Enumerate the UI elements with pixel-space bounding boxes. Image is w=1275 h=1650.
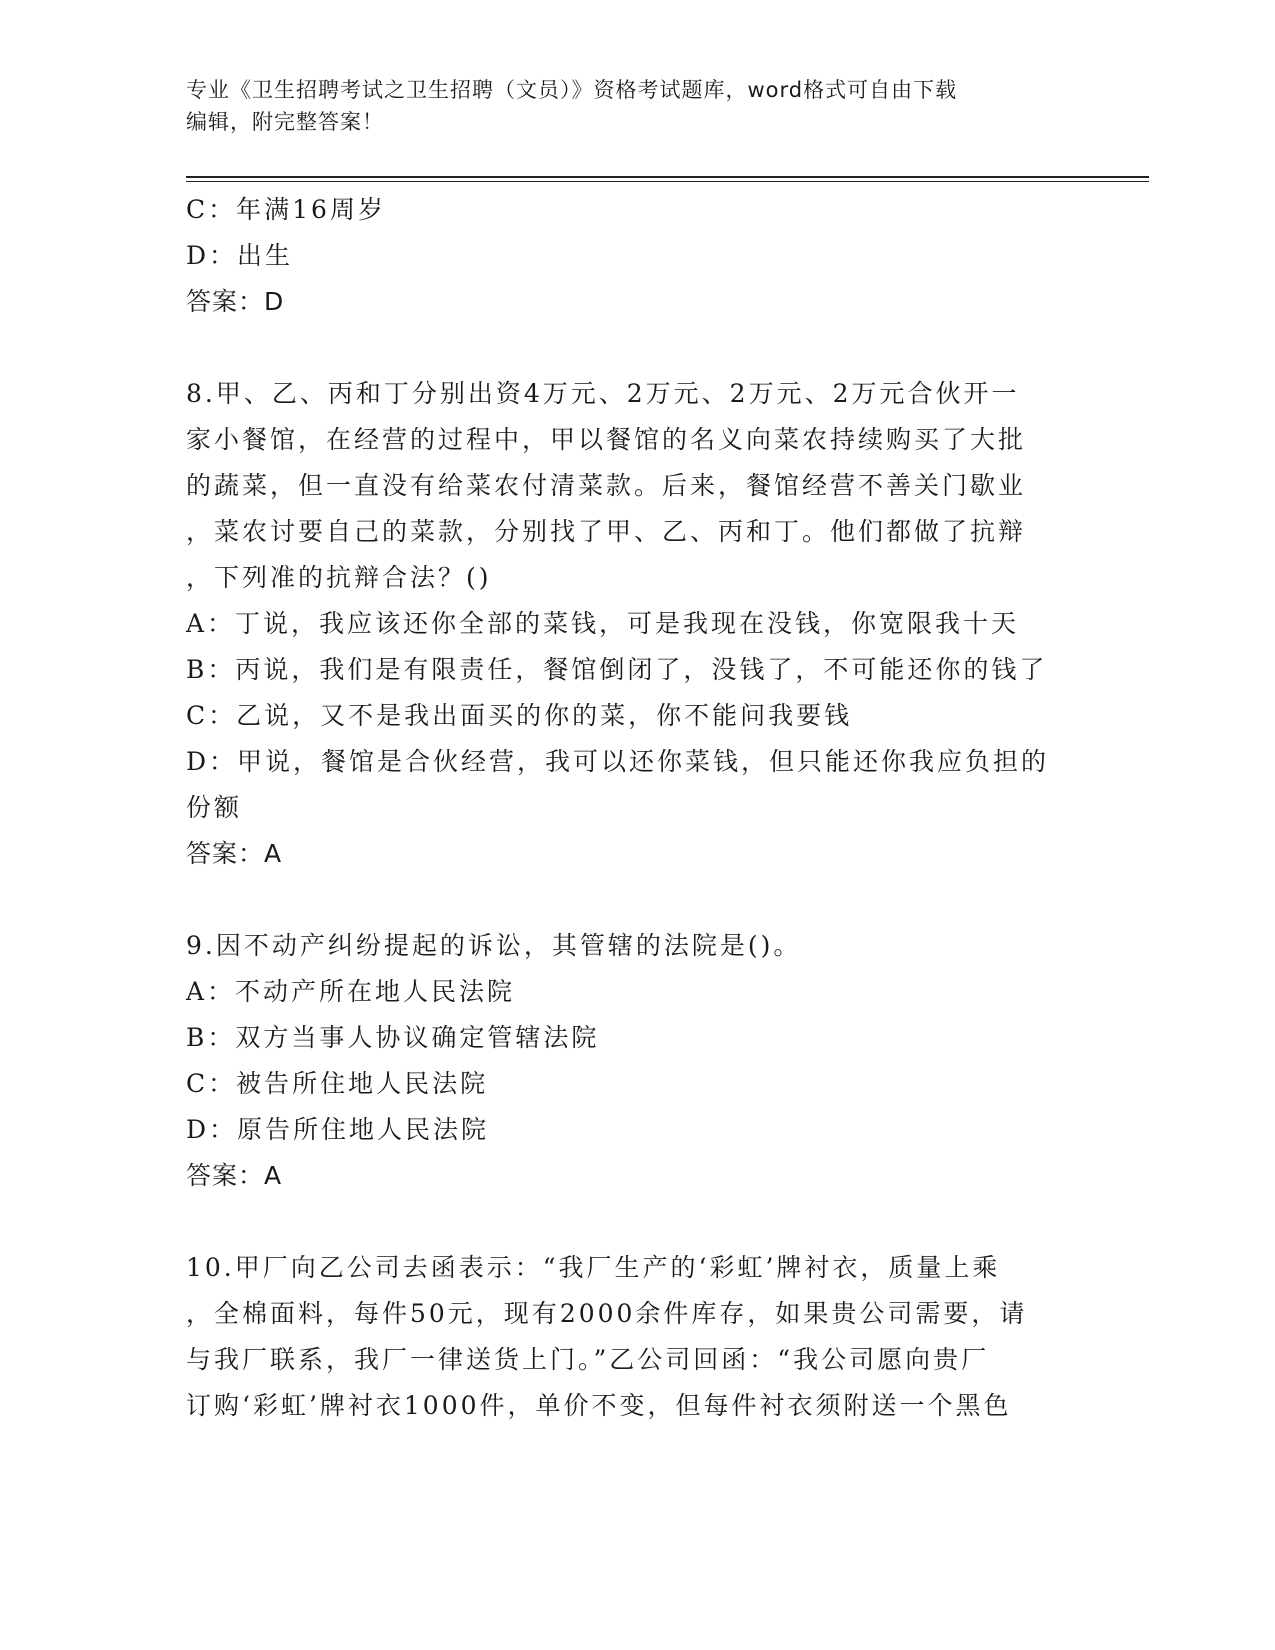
question-8-option-a: A：丁说，我应该还你全部的菜钱，可是我现在没钱，你宽限我十天 <box>186 609 1020 638</box>
spacer <box>186 1199 1076 1245</box>
question-8-stem-line: 8.甲、乙、丙和丁分别出资4万元、2万元、2万元、2万元合伙开一 <box>186 379 1020 408</box>
question-10-stem-line: ，全棉面料，每件50元，现有2000余件库存，如果贵公司需要，请 <box>186 1299 1028 1328</box>
question-content <box>186 187 1076 1429</box>
question-8-answer: 答案：A <box>186 839 283 868</box>
question-9-option-b: B：双方当事人协议确定管辖法院 <box>186 1023 600 1052</box>
question-10-stem-line: 10.甲厂向乙公司去函表示：“我厂生产的‘彩虹’牌衬衣，质量上乘 <box>186 1253 1001 1282</box>
question-8-stem-line: ，菜农讨要自己的菜款，分别找了甲、乙、丙和丁。他们都做了抗辩 <box>186 517 1027 546</box>
question-9 <box>186 923 1076 1199</box>
question-9-option-c: C：被告所住地人民法院 <box>186 1069 489 1098</box>
question-8-option-d-continued: 份额 <box>186 793 243 822</box>
question-7-option-d: D：出生 <box>186 241 294 270</box>
spacer <box>186 877 1076 923</box>
question-10-stem-line: 订购‘彩虹’牌衬衣1000件，单价不变，但每件衬衣须附送一个黑色 <box>186 1391 1012 1420</box>
question-9-answer: 答案：A <box>186 1161 283 1190</box>
question-8-stem-line: 家小餐馆，在经营的过程中，甲以餐馆的名义向菜农持续购买了大批 <box>186 425 1027 454</box>
question-7-option-c: C：年满16周岁 <box>186 195 386 224</box>
document-header <box>186 74 1066 138</box>
question-8-option-b: B：丙说，我们是有限责任，餐馆倒闭了，没钱了，不可能还你的钱了 <box>186 655 1048 684</box>
header-divider-thin <box>186 181 1149 182</box>
question-9-stem: 9.因不动产纠纷提起的诉讼，其管辖的法院是()。 <box>186 931 802 960</box>
question-8 <box>186 371 1076 877</box>
question-10-stem-line: 与我厂联系，我厂一律送货上门。”乙公司回函：“我公司愿向贵厂 <box>186 1345 990 1374</box>
header-line-1: 专业《卫生招聘考试之卫生招聘（文员）》资格考试题库，word格式可自由下载 <box>186 78 958 102</box>
question-7-tail <box>186 187 1076 325</box>
question-9-option-d: D：原告所住地人民法院 <box>186 1115 490 1144</box>
header-divider-thick <box>186 176 1149 178</box>
spacer <box>186 325 1076 371</box>
question-8-option-c: C：乙说，又不是我出面买的你的菜，你不能问我要钱 <box>186 701 853 730</box>
question-10 <box>186 1245 1076 1429</box>
question-8-stem-line: 的蔬菜，但一直没有给菜农付清菜款。后来，餐馆经营不善关门歇业 <box>186 471 1027 500</box>
header-line-2: 编辑，附完整答案！ <box>186 110 384 134</box>
question-8-option-d: D：甲说，餐馆是合伙经营，我可以还你菜钱，但只能还你我应负担的 <box>186 747 1050 776</box>
question-9-option-a: A：不动产所在地人民法院 <box>186 977 516 1006</box>
question-8-stem-line: ，下列准的抗辩合法？() <box>186 563 492 592</box>
question-7-answer: 答案：D <box>186 287 285 316</box>
